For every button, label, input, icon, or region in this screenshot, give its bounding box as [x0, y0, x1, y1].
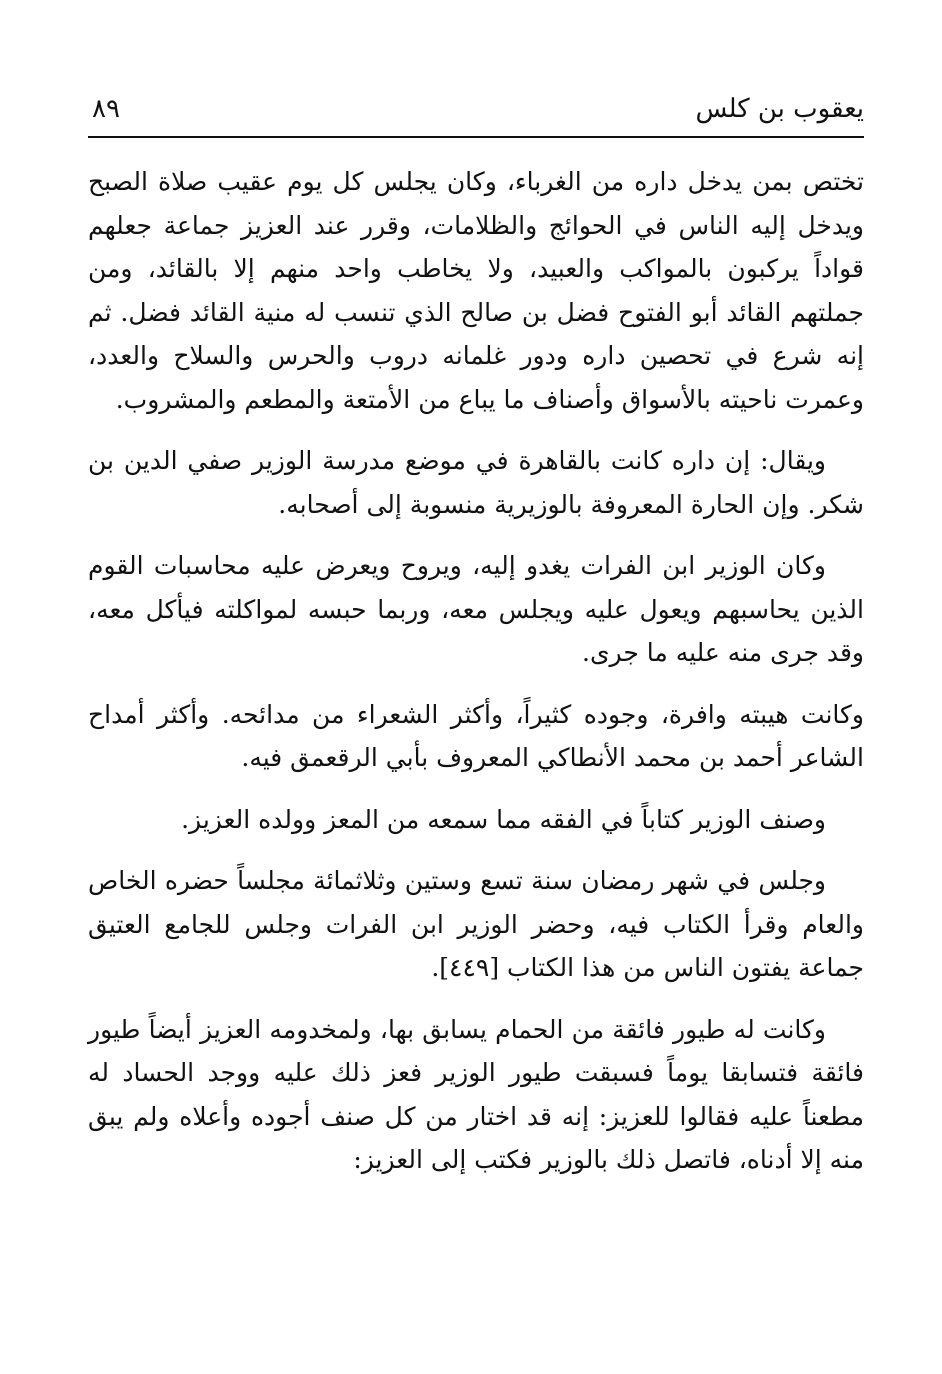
paragraph: وجلس في شهر رمضان سنة تسع وستين وثلاثمائة مجلساً حضره الخاص والعام وقرأ الكتاب فيه، وحضر الوزير ابن الفرات وجلس للجامع العتيق جماعة يفتون الناس من هذا الكتاب [٤٤٩].: [88, 866, 864, 982]
paragraph: ويقال: إن داره كانت بالقاهرة في موضع مدرسة الوزير صفي الدين بن شكر. وإن الحارة المعروفة بالوزيرية منسوبة إلى أصحابه.: [88, 446, 864, 519]
page-header: [88, 92, 864, 138]
paragraph: وكانت هيبته وافرة، وجوده كثيراً، وأكثر الشعراء من مدائحه. وأكثر أمداح الشاعر أحمد بن محمد الأنطاكي المعروف بأبي الرقعمق فيه.: [88, 699, 864, 772]
body-text: [88, 160, 864, 1200]
page-number: ٨٩: [92, 94, 120, 124]
paragraph: تختص بمن يدخل داره من الغرباء، وكان يجلس كل يوم عقيب صلاة الصبح ويدخل إليه الناس في الحوائج والظلامات، وقرر عند العزيز جماعة جعلهم قواداً يركبون بالمواكب والعبيد، ولا يخاطب واحد منهم إلا بالقائد، ومن جملتهم القائد أبو الفتوح فضل بن صالح الذي تنسب له منية القائد فضل. ثم إنه شرع في تحصين داره ودور غلمانه دروب والحرس والسلاح والعدد، وعمرت ناحيته بالأسواق وأصناف ما يباع من الأمتعة والمطعم والمشروب.: [88, 167, 864, 414]
running-title: يعقوب بن كلس: [695, 94, 864, 124]
paragraph: وكانت له طيور فائقة من الحمام يسابق بها، ولمخدومه العزيز أيضاً طيور فائقة فتسابقا يوماً فسبقت طيور الوزير فعز ذلك عليه ووجد الحساد له مطعناً عليه فقالوا للعزيز: إنه قد اختار من كل صنف أجوده وأعلاه ولم يبق منه إلا أدناه، فاتصل ذلك بالوزير فكتب إلى العزيز:: [88, 1014, 864, 1174]
paragraph: وصنف الوزير كتاباً في الفقه مما سمعه من المعز وولده العزيز.: [181, 804, 826, 834]
paragraph: وكان الوزير ابن الفرات يغدو إليه، ويروح ويعرض عليه محاسبات القوم الذين يحاسبهم ويعول عليه ويجلس معه، وربما حبسه لمواكلته فيأكل معه، وقد جرى منه عليه ما جرى.: [88, 551, 864, 667]
